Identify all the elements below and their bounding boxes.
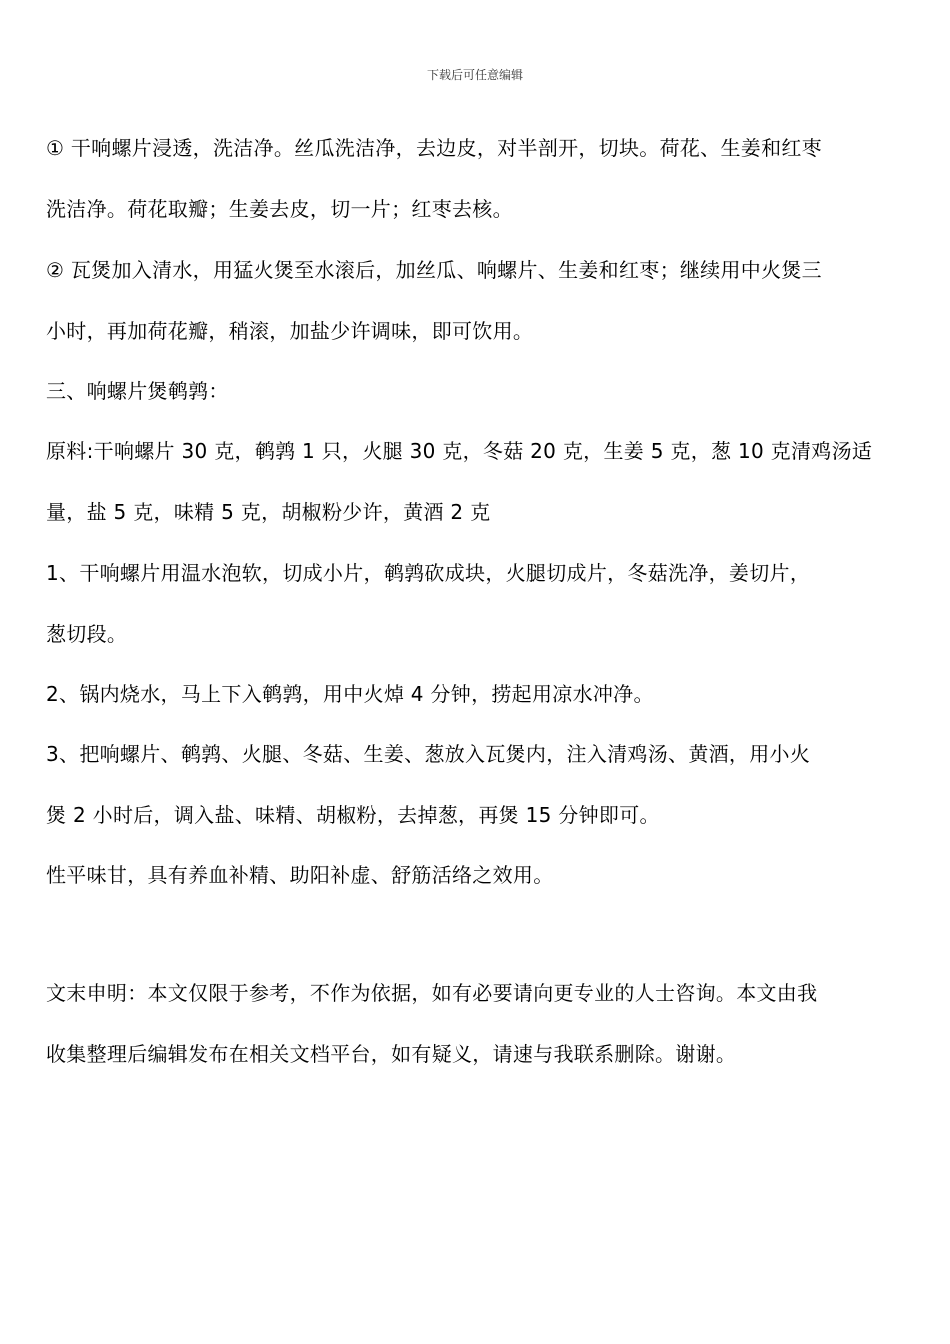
summary-line: 性平味甘，具有养血补精、助阳补虚、舒筋活络之效用。 — [46, 863, 554, 887]
step-line: 煲 2 小时后，调入盐、味精、胡椒粉，去掉葱，再煲 15 分钟即可。 — [46, 803, 660, 827]
step-line: 1、干响螺片用温水泡软，切成小片，鹌鹑砍成块，火腿切成片，冬菇洗净，姜切片， — [46, 561, 811, 585]
spacer — [46, 905, 908, 963]
section-heading: 三、响螺片煲鹌鹑： — [46, 379, 229, 403]
step-line: 3、把响螺片、鹌鹑、火腿、冬菇、生姜、葱放入瓦煲内，注入清鸡汤、黄酒，用小火 — [46, 742, 811, 766]
disclaimer-line: 收集整理后编辑发布在相关文档平台，如有疑义，请速与我联系删除。谢谢。 — [46, 1042, 737, 1066]
step-line: 2、锅内烧水，马上下入鹌鹑，用中火焯 4 分钟，捞起用凉水冲净。 — [46, 682, 654, 706]
text-line: 小时，再加荷花瓣，稍滚，加盐少许调味，即可饮用。 — [46, 319, 534, 343]
ingredients-line: 量，盐 5 克，味精 5 克，胡椒粉少许，黄酒 2 克 — [46, 500, 491, 524]
step-line: 葱切段。 — [46, 622, 128, 646]
text-line: ① 干响螺片浸透，洗洁净。丝瓜洗洁净，去边皮，对半剖开，切块。荷花、生姜和红枣 — [46, 136, 822, 160]
text-line: 洗洁净。荷花取瓣；生姜去皮，切一片；红枣去核。 — [46, 197, 513, 221]
document-body — [46, 118, 908, 1085]
disclaimer-line: 文末申明：本文仅限于参考，不作为依据，如有必要请向更专业的人士咨询。本文由我 — [46, 981, 818, 1005]
ingredients-line: 原料:干响螺片 30 克，鹌鹑 1 只，火腿 30 克，冬菇 20 克，生姜 5 克，葱 10 克清鸡汤适 — [46, 439, 873, 463]
header-note: 下载后可任意编辑 — [426, 68, 523, 82]
text-line: ② 瓦煲加入清水，用猛火煲至水滚后，加丝瓜、响螺片、生姜和红枣；继续用中火煲三 — [46, 258, 822, 282]
